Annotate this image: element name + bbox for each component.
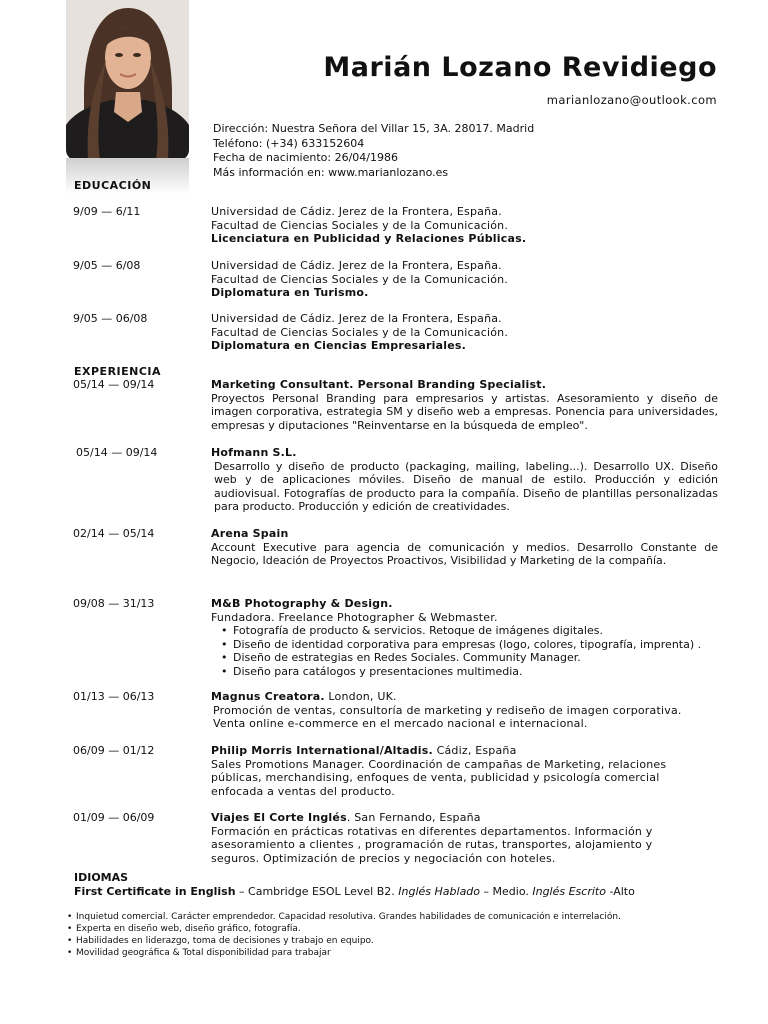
spoken-label: Inglés Hablado [398,884,481,898]
bullet-item: • Diseño para catálogos y presentaciones multimedia. [211,665,718,679]
university: Universidad de Cádiz. Jerez de la Frontera, España. [211,205,502,218]
experience-entry [211,811,718,865]
experience-entry [211,527,718,568]
experience-date: 01/13 — 06/13 [73,690,155,703]
address: Dirección: Nuestra Señora del Villar 15, 3A. 28017. Madrid [213,122,535,135]
job-line: Sales Promotions Manager. Coordinación de campañas de Marketing, relaciones [211,757,667,771]
education-entry [211,312,718,353]
job-description: Proyectos Personal Branding para empresarios y artistas. Asesoramiento y diseño de imagen corporativa, estrategia SM y diseño web a empresas. Ponencia para universidades, empresas y diputaciones "Reinventarse en la búsqueda de empleo". [211,391,718,432]
company-name: Marketing Consultant. Personal Branding Specialist. [211,378,547,391]
profile-photo [66,0,189,160]
job-line: públicas, merchandising, enfoques de venta, publicidad y psicología comercial [211,771,660,784]
education-date: 9/09 — 6/11 [73,205,141,218]
experience-entry [211,744,718,798]
company-name: Philip Morris International/Altadis. [211,744,433,757]
education-date: 9/05 — 6/08 [73,259,141,272]
bullet-item: • Diseño de identidad corporativa para empresas (logo, colores, tipografía, imprenta) . [211,638,718,652]
written-level: -Alto [605,884,635,898]
experience-entry [211,446,718,514]
company-name: Hofmann S.L. [211,446,297,459]
job-role: Fundadora. Freelance Photographer & Webmaster. [211,610,498,624]
skill-item: • Inquietud comercial. Carácter emprendedor. Capacidad resolutiva. Grandes habilidades de comunicación e interrelación. [66,911,621,923]
phone: Teléfono: (+34) 633152604 [213,136,365,150]
university: Universidad de Cádiz. Jerez de la Frontera, España. [211,259,502,272]
email-address: marianlozano@outlook.com [546,93,717,107]
skill-item: • Experta en diseño web, diseño gráfico, fotografía. [66,923,621,935]
job-description: Desarrollo y diseño de producto (packaging, mailing, labeling...). Desarrollo UX. Diseño web y de aplicaciones móviles. Diseño de manual de estilo. Producción y edición audiovisual. Fotografías de producto para la compañía. Diseño de plantillas personalizadas para producto. Producción y edición de creatividades. [214,459,718,513]
bullet-item: • Diseño de estrategias en Redes Sociales. Community Manager. [211,651,718,665]
experience-date: 01/09 — 06/09 [73,811,155,824]
education-heading: EDUCACIÓN [74,179,152,192]
degree: Diplomatura en Turismo. [211,286,369,299]
experience-date: 05/14 — 09/14 [76,446,158,459]
languages-block [74,871,635,898]
skill-item: • Movilidad geográfica & Total disponibilidad para trabajar [66,947,621,959]
education-date: 9/05 — 06/08 [73,312,148,325]
company-location: Cádiz, España [432,744,517,757]
website: Más información en: www.marianlozano.es [213,165,449,179]
degree: Licenciatura en Publicidad y Relaciones Públicas. [211,232,527,245]
certificate-level: – Cambridge ESOL Level B2. [235,884,399,898]
experience-date: 09/08 — 31/13 [73,597,155,610]
company-name: M&B Photography & Design. [211,597,393,610]
education-entry [211,205,718,246]
job-line: Formación en prácticas rotativas en diferentes departamentos. Información y [211,824,653,838]
job-line: Promoción de ventas, consultoría de marketing y rediseño de imagen corporativa. [213,703,682,717]
faculty: Facultad de Ciencias Sociales y de la Comunicación. [211,272,509,286]
job-line: Venta online e-commerce en el mercado nacional e internacional. [213,717,588,730]
languages-heading: IDIOMAS [74,871,129,884]
company-name: Arena Spain [211,527,289,540]
experience-date: 06/09 — 01/12 [73,744,155,757]
job-line: enfocada a ventas del producto. [211,784,395,798]
company-name: Magnus Creatora. [211,690,325,703]
company-location: . San Fernando, España [346,811,481,824]
university: Universidad de Cádiz. Jerez de la Frontera, España. [211,312,502,325]
experience-entry [211,690,718,731]
job-description: Account Executive para agencia de comunicación y medios. Desarrollo Constante de Negocio, Ideación de Proyectos Proactivos, Visibilidad y Marketing de la compañía. [211,540,718,567]
experience-entry [211,597,718,678]
portrait-image [66,0,189,160]
skill-item: • Habilidades en liderazgo, toma de decisiones y trabajo en equipo. [66,935,621,947]
certificate: First Certificate in English [74,884,236,898]
experience-entry [211,378,718,432]
education-entry [211,259,718,300]
bullet-item: • Fotografía de producto & servicios. Retoque de imágenes digitales. [211,624,718,638]
experience-heading: EXPERIENCIA [74,365,162,378]
job-line: asesoramiento a clientes , programación de rutas, transportes, alojamiento y [211,838,653,851]
degree: Diplomatura en Ciencias Empresariales. [211,339,466,352]
faculty: Facultad de Ciencias Sociales y de la Comunicación. [211,218,509,232]
spoken-level: – Medio. [480,884,533,898]
candidate-name: Marián Lozano Revidiego [323,52,717,83]
company-location: London, UK. [324,690,397,703]
faculty: Facultad de Ciencias Sociales y de la Comunicación. [211,325,509,339]
experience-date: 02/14 — 05/14 [73,527,155,540]
skills-list [66,911,621,959]
written-label: Inglés Escrito [532,884,606,898]
languages-line [74,885,635,899]
company-name: Viajes El Corte Inglés [211,811,347,824]
birth-date: Fecha de nacimiento: 26/04/1986 [213,151,398,164]
experience-date: 05/14 — 09/14 [73,378,155,391]
contact-block [213,122,534,180]
job-line: seguros. Optimización de precios y negociación con hoteles. [211,851,556,865]
